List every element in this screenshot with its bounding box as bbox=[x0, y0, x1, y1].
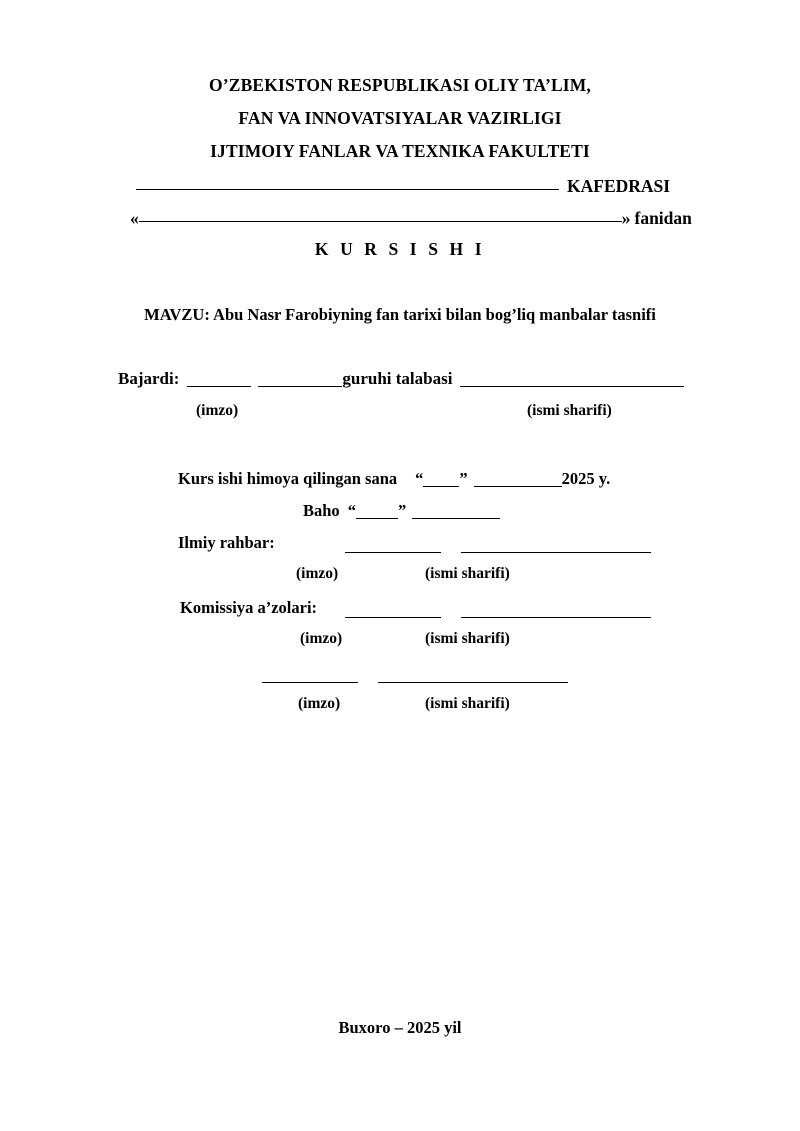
ministry-line-2: FAN VA INNOVATSIYALAR VAZIRLIGI bbox=[238, 108, 562, 128]
defense-day-quote-open: “ bbox=[415, 469, 424, 488]
supervisor-label: Ilmiy rahbar: bbox=[178, 533, 275, 552]
commission-member2-signature-caption: (imzo) bbox=[298, 695, 341, 712]
performer-label: Bajardi: bbox=[118, 369, 180, 388]
performer-signature-caption: (imzo) bbox=[196, 402, 239, 419]
commission-member2-signature-blank[interactable] bbox=[262, 682, 358, 683]
subject-row bbox=[0, 208, 800, 229]
defense-year: 2025 y. bbox=[561, 469, 611, 488]
department-label: KAFEDRASI bbox=[567, 176, 671, 196]
commission-member1-name-caption: (ismi sharifi) bbox=[425, 630, 510, 647]
subject-quote-close: » bbox=[621, 208, 631, 228]
work-type-heading: K U R S I S H I bbox=[314, 239, 486, 259]
performer-course-blank[interactable] bbox=[187, 386, 251, 387]
supervisor-signature-blank[interactable] bbox=[345, 552, 441, 553]
defense-day-quote-close: ” bbox=[459, 469, 468, 488]
grade-quote-close: ” bbox=[397, 501, 407, 520]
grade-quote-open: “ bbox=[347, 501, 356, 520]
footer-place-year: Buxoro – 2025 yil bbox=[338, 1018, 462, 1037]
grade-word-blank[interactable] bbox=[412, 518, 500, 519]
department-blank-field[interactable] bbox=[136, 189, 559, 190]
commission-member1-signature-caption: (imzo) bbox=[300, 630, 343, 647]
defense-date-label: Kurs ishi himoya qilingan sana bbox=[178, 469, 398, 488]
commission-member2-name-blank[interactable] bbox=[378, 682, 568, 683]
subject-quote-open: « bbox=[130, 208, 139, 228]
supervisor-name-caption: (ismi sharifi) bbox=[425, 565, 510, 582]
faculty-line: IJTIMOIY FANLAR VA TEXNIKA FAKULTETI bbox=[210, 141, 590, 161]
performer-group-blank[interactable] bbox=[258, 386, 342, 387]
subject-label: fanidan bbox=[634, 208, 692, 228]
performer-group-label: guruhi talabasi bbox=[342, 369, 453, 388]
performer-name-blank[interactable] bbox=[460, 386, 684, 387]
supervisor-signature-caption: (imzo) bbox=[296, 565, 339, 582]
commission-member1-name-blank[interactable] bbox=[461, 617, 651, 618]
grade-label: Baho bbox=[303, 501, 340, 520]
department-row bbox=[0, 176, 800, 197]
grade-value-blank[interactable] bbox=[356, 518, 398, 519]
commission-label: Komissiya a’zolari: bbox=[180, 598, 318, 617]
grade-row bbox=[303, 501, 500, 521]
supervisor-name-blank[interactable] bbox=[461, 552, 651, 553]
performer-row bbox=[118, 369, 684, 389]
defense-day-blank[interactable] bbox=[423, 486, 459, 487]
commission-member2-name-caption: (ismi sharifi) bbox=[425, 695, 510, 712]
performer-name-caption: (ismi sharifi) bbox=[527, 402, 612, 419]
defense-month-blank[interactable] bbox=[474, 486, 562, 487]
defense-date-row bbox=[178, 469, 610, 489]
subject-blank-field[interactable] bbox=[139, 221, 622, 222]
topic-heading: MAVZU: Abu Nasr Farobiyning fan tarixi bilan bog’liq manbalar tasnifi bbox=[144, 305, 656, 324]
ministry-line-1: O’ZBEKISTON RESPUBLIKASI OLIY TA’LIM, bbox=[209, 75, 591, 95]
commission-member1-signature-blank[interactable] bbox=[345, 617, 441, 618]
